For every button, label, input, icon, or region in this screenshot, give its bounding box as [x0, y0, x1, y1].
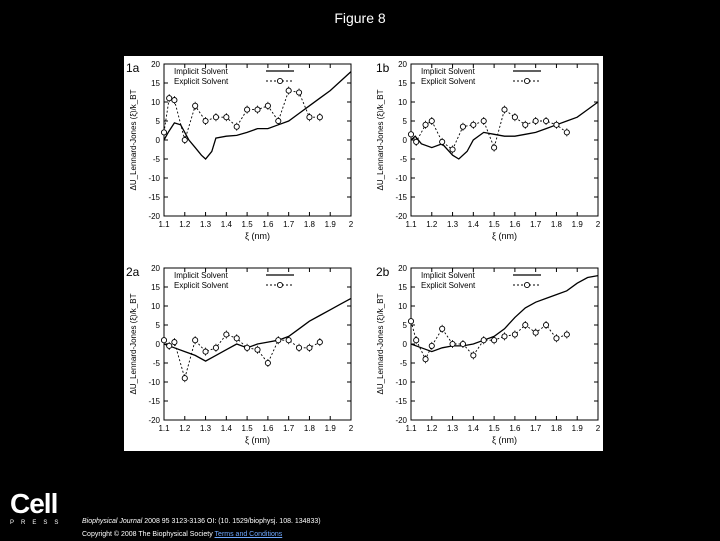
- x-tick-label: 1.2: [179, 220, 191, 229]
- data-point-marker: [471, 122, 476, 127]
- data-point-marker: [554, 336, 559, 341]
- logo-subtitle: PRESS: [10, 520, 66, 526]
- x-tick-label: 1.7: [283, 220, 295, 229]
- x-tick-label: 1.8: [550, 220, 563, 229]
- x-tick-label: 1.6: [509, 424, 521, 433]
- x-tick-label: 1.4: [220, 220, 232, 229]
- data-point-marker: [408, 319, 413, 324]
- y-tick-label: -10: [395, 378, 407, 387]
- x-tick-label: 1.1: [405, 220, 417, 229]
- data-point-marker: [245, 345, 250, 350]
- data-point-marker: [512, 332, 517, 337]
- x-tick-label: 2: [348, 424, 354, 433]
- legend-marker-explicit: [524, 78, 529, 83]
- y-axis-label: ΔU_Lennard-Jones (ξ)/k_BT: [376, 89, 385, 191]
- data-point-marker: [255, 107, 260, 112]
- y-tick-label: -5: [152, 155, 160, 164]
- y-tick-label: 15: [151, 79, 160, 88]
- data-point-marker: [460, 341, 465, 346]
- data-point-marker: [423, 122, 428, 127]
- plot-frame: [411, 64, 598, 216]
- x-tick-label: 1.3: [199, 424, 212, 433]
- x-tick-label: 2: [348, 220, 354, 229]
- data-point-marker: [502, 334, 507, 339]
- data-point-marker: [481, 118, 486, 123]
- citation-reference: 2008 95 3123-3136 OI: (10. 1529/biophysj. 108. 134833): [144, 518, 321, 525]
- x-tick-label: 1.4: [467, 220, 479, 229]
- data-point-marker: [193, 338, 198, 343]
- x-tick-label: 1.2: [426, 220, 438, 229]
- citation: [82, 515, 321, 541]
- data-point-marker: [523, 122, 528, 127]
- data-point-marker: [182, 137, 187, 142]
- legend-label-explicit: Explicit Solvent: [421, 281, 476, 290]
- panel-label: 2a: [126, 265, 140, 279]
- legend-marker-explicit: [277, 282, 282, 287]
- y-tick-label: 15: [151, 283, 160, 292]
- data-point-marker: [512, 115, 517, 120]
- copyright-text: Copyright © 2008 The Biophysical Society: [82, 531, 213, 538]
- data-point-marker: [543, 322, 548, 327]
- chart-panel-1b: [376, 60, 601, 241]
- data-point-marker: [172, 340, 177, 345]
- data-point-marker: [492, 145, 497, 150]
- chart-panel-2b: [376, 264, 601, 445]
- y-tick-label: -10: [395, 174, 407, 183]
- terms-link[interactable]: Terms and Conditions: [214, 531, 283, 538]
- x-tick-label: 1.8: [550, 424, 563, 433]
- data-point-marker: [440, 326, 445, 331]
- data-point-marker: [167, 96, 172, 101]
- y-tick-label: -20: [395, 416, 407, 425]
- x-tick-label: 1.8: [303, 424, 316, 433]
- data-point-marker: [245, 107, 250, 112]
- y-tick-label: 10: [151, 302, 160, 311]
- y-tick-label: 5: [402, 117, 407, 126]
- chart-figure: [124, 56, 603, 451]
- y-tick-label: -15: [148, 397, 160, 406]
- y-tick-label: 20: [398, 264, 407, 273]
- x-tick-label: 1.2: [426, 424, 438, 433]
- data-point-marker: [414, 338, 419, 343]
- logo-wordmark: Cell: [10, 488, 58, 519]
- y-tick-label: 15: [398, 283, 407, 292]
- data-point-marker: [286, 88, 291, 93]
- data-point-marker: [224, 115, 229, 120]
- y-tick-label: -5: [399, 359, 407, 368]
- y-tick-label: -20: [148, 416, 160, 425]
- x-tick-label: 1.1: [158, 424, 170, 433]
- x-axis-label: ξ (nm): [244, 231, 271, 241]
- y-tick-label: 5: [155, 321, 160, 330]
- figure-title: Figure 8: [334, 10, 386, 26]
- data-point-marker: [533, 118, 538, 123]
- data-point-marker: [167, 343, 172, 348]
- data-point-marker: [203, 349, 208, 354]
- data-point-marker: [492, 338, 497, 343]
- x-axis-label: ξ (nm): [491, 231, 518, 241]
- cell-press-logo: [10, 490, 68, 526]
- data-point-marker: [213, 115, 218, 120]
- y-tick-label: -10: [148, 378, 160, 387]
- x-tick-label: 1.5: [241, 220, 253, 229]
- legend-label-explicit: Explicit Solvent: [174, 281, 229, 290]
- data-point-marker: [286, 338, 291, 343]
- data-point-marker: [502, 107, 507, 112]
- x-tick-label: 1.7: [530, 220, 542, 229]
- x-tick-label: 1.4: [220, 424, 232, 433]
- legend-label-explicit: Explicit Solvent: [174, 77, 229, 86]
- data-point-marker: [481, 338, 486, 343]
- data-point-marker: [307, 115, 312, 120]
- x-axis-label: ξ (nm): [244, 435, 271, 445]
- series-line-explicit: [411, 321, 567, 359]
- data-point-marker: [564, 332, 569, 337]
- data-point-marker: [255, 347, 260, 352]
- data-point-marker: [161, 130, 166, 135]
- panel-label: 1b: [376, 61, 390, 75]
- data-point-marker: [276, 338, 281, 343]
- y-tick-label: 20: [398, 60, 407, 69]
- x-tick-label: 1.1: [158, 220, 170, 229]
- legend-marker-explicit: [524, 282, 529, 287]
- x-tick-label: 1.9: [571, 220, 583, 229]
- data-point-marker: [523, 322, 528, 327]
- y-tick-label: 0: [402, 340, 407, 349]
- x-tick-label: 1.6: [509, 220, 521, 229]
- y-tick-label: 5: [402, 321, 407, 330]
- x-tick-label: 1.9: [324, 424, 336, 433]
- data-point-marker: [423, 357, 428, 362]
- x-tick-label: 2: [595, 424, 601, 433]
- data-point-marker: [203, 118, 208, 123]
- x-tick-label: 1.5: [488, 220, 500, 229]
- legend-label-implicit: Implicit Solvent: [174, 67, 228, 76]
- data-point-marker: [276, 118, 281, 123]
- y-tick-label: 0: [402, 136, 407, 145]
- y-tick-label: 5: [155, 117, 160, 126]
- x-tick-label: 1.4: [467, 424, 479, 433]
- data-point-marker: [172, 98, 177, 103]
- y-tick-label: -20: [148, 212, 160, 221]
- data-point-marker: [296, 345, 301, 350]
- y-tick-label: -20: [395, 212, 407, 221]
- data-point-marker: [234, 124, 239, 129]
- series-line-explicit: [164, 335, 320, 379]
- x-tick-label: 1.9: [571, 424, 583, 433]
- y-tick-label: 0: [155, 136, 160, 145]
- data-point-marker: [414, 139, 419, 144]
- legend-marker-explicit: [277, 78, 282, 83]
- data-point-marker: [307, 345, 312, 350]
- data-point-marker: [450, 341, 455, 346]
- data-point-marker: [193, 103, 198, 108]
- panel-label: 1a: [126, 61, 140, 75]
- data-point-marker: [317, 340, 322, 345]
- y-tick-label: 10: [398, 302, 407, 311]
- chart-panel-1a: [126, 60, 354, 241]
- data-point-marker: [533, 330, 538, 335]
- y-tick-label: -15: [148, 193, 160, 202]
- y-axis-label: ΔU_Lennard-Jones (ξ)/k_BT: [129, 89, 138, 191]
- data-point-marker: [161, 338, 166, 343]
- data-point-marker: [317, 115, 322, 120]
- y-tick-label: -15: [395, 397, 407, 406]
- x-tick-label: 1.3: [199, 220, 212, 229]
- x-tick-label: 1.6: [262, 424, 274, 433]
- journal-name: Biophysical Journal: [82, 518, 143, 525]
- x-tick-label: 1.3: [446, 220, 459, 229]
- data-point-marker: [408, 132, 413, 137]
- data-point-marker: [429, 118, 434, 123]
- x-tick-label: 1.5: [488, 424, 500, 433]
- legend-label-implicit: Implicit Solvent: [421, 67, 475, 76]
- y-tick-label: 20: [151, 264, 160, 273]
- y-tick-label: 10: [151, 98, 160, 107]
- data-point-marker: [224, 332, 229, 337]
- y-axis-label: ΔU_Lennard-Jones (ξ)/k_BT: [129, 293, 138, 395]
- x-tick-label: 1.1: [405, 424, 417, 433]
- x-tick-label: 2: [595, 220, 601, 229]
- data-point-marker: [429, 343, 434, 348]
- x-tick-label: 1.3: [446, 424, 459, 433]
- x-tick-label: 1.2: [179, 424, 191, 433]
- data-point-marker: [450, 147, 455, 152]
- x-tick-label: 1.5: [241, 424, 253, 433]
- x-tick-label: 1.7: [530, 424, 542, 433]
- plot-frame: [164, 64, 351, 216]
- y-tick-label: -10: [148, 174, 160, 183]
- data-point-marker: [460, 124, 465, 129]
- chart-panel-2a: [126, 264, 354, 445]
- data-point-marker: [564, 130, 569, 135]
- legend-label-implicit: Implicit Solvent: [174, 271, 228, 280]
- x-tick-label: 1.9: [324, 220, 336, 229]
- x-tick-label: 1.6: [262, 220, 274, 229]
- data-point-marker: [296, 90, 301, 95]
- x-tick-label: 1.7: [283, 424, 295, 433]
- data-point-marker: [234, 336, 239, 341]
- data-point-marker: [213, 345, 218, 350]
- data-point-marker: [471, 353, 476, 358]
- y-tick-label: -15: [395, 193, 407, 202]
- data-point-marker: [440, 139, 445, 144]
- panel-label: 2b: [376, 265, 390, 279]
- y-axis-label: ΔU_Lennard-Jones (ξ)/k_BT: [376, 293, 385, 395]
- y-tick-label: 10: [398, 98, 407, 107]
- plot-frame: [411, 268, 598, 420]
- legend-label-explicit: Explicit Solvent: [421, 77, 476, 86]
- y-tick-label: 20: [151, 60, 160, 69]
- y-tick-label: -5: [399, 155, 407, 164]
- data-point-marker: [265, 103, 270, 108]
- figure-panel: [124, 56, 603, 451]
- data-point-marker: [543, 118, 548, 123]
- y-tick-label: 0: [155, 340, 160, 349]
- x-tick-label: 1.8: [303, 220, 316, 229]
- data-point-marker: [182, 376, 187, 381]
- y-tick-label: -5: [152, 359, 160, 368]
- legend-label-implicit: Implicit Solvent: [421, 271, 475, 280]
- data-point-marker: [554, 122, 559, 127]
- data-point-marker: [265, 360, 270, 365]
- y-tick-label: 15: [398, 79, 407, 88]
- x-axis-label: ξ (nm): [491, 435, 518, 445]
